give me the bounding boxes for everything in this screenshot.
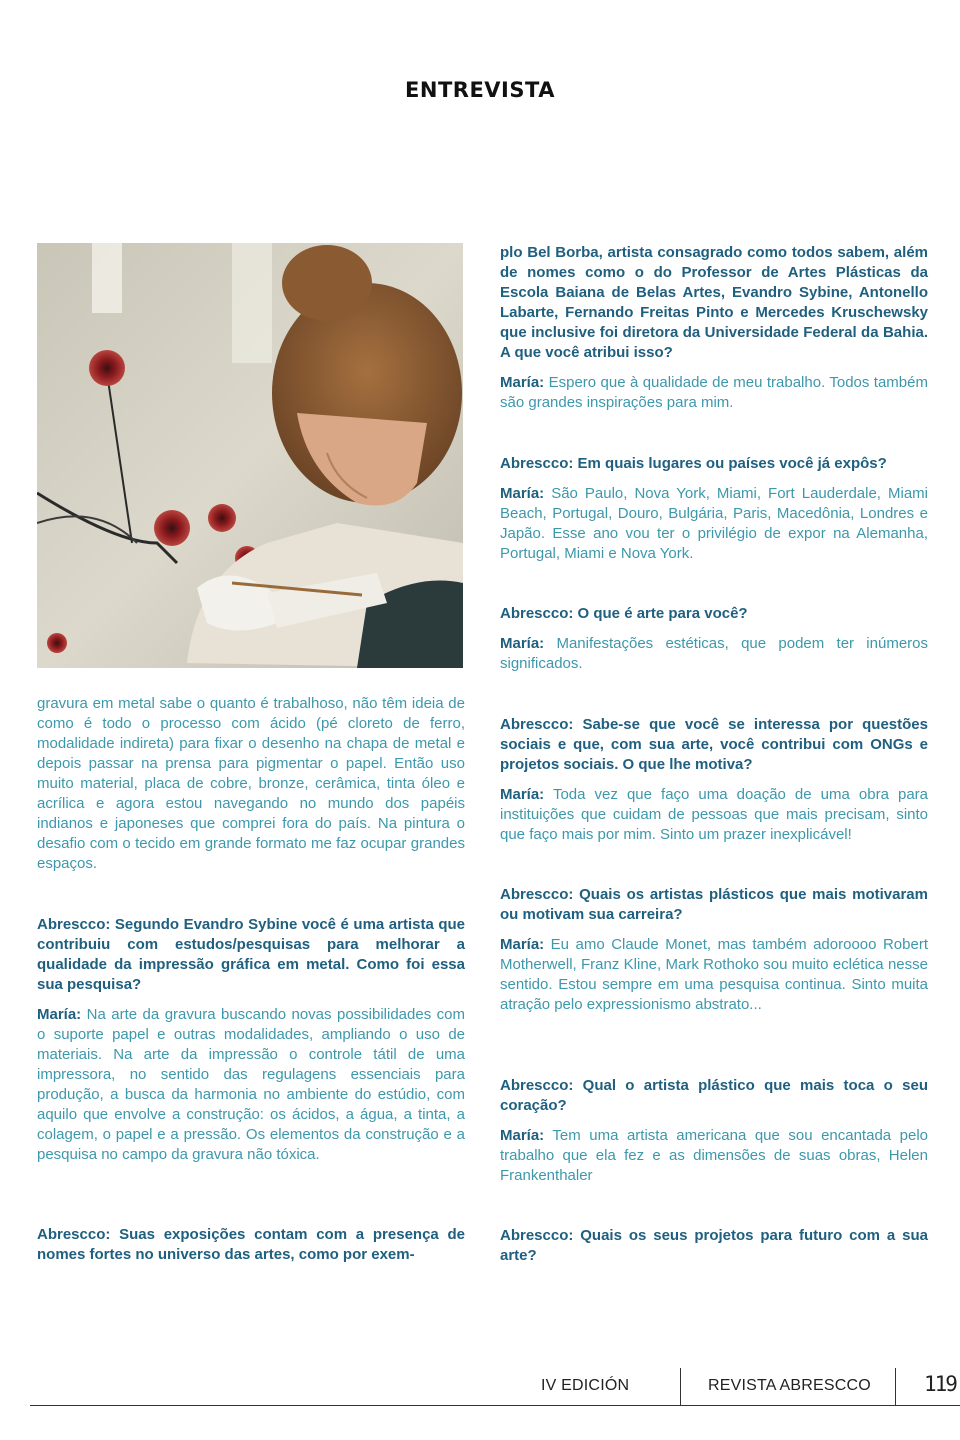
question-6: Abrescco: Quais os artistas plásticos que mais motivaram ou motivam sua carreira? [500,886,928,923]
question-8: Abrescco: Quais os seus projetos para futuro com a sua arte? [500,1227,928,1264]
footer-divider [680,1368,681,1406]
answer-6-text: Eu amo Claude Monet, mas também adoroooo Robert Motherwell, Franz Kline, Mark Rothoko sou muito eclética nesse sentido. Estou sempre em uma pesquisa continua. Sinto muita atração pelo expressionismo abstrato... [500,936,928,1013]
speaker-label: María: [500,485,545,502]
question-3: Abrescco: Em quais lugares ou países você já expôs? [500,455,887,472]
answer-3 [500,484,928,564]
question-7: Abrescco: Qual o artista plástico que mais toca o seu coração? [500,1077,928,1114]
question-2-continued: plo Bel Borba, artista consagrado como todos sabem, além de nomes como o do Professor de Artes Plásticas da Escola Baiana de Belas Artes, Evandro Sybine, Antonello Labarte, Fernando Freitas Pinto e Mercedes Kruschewsky que inclusive foi diretora da Universidade Federal da Bahia. A que você atribui isso? [500,244,928,361]
speaker-label: María: [500,635,545,652]
interview-block-q6 [500,885,928,1015]
interview-block-q2-cont [500,243,928,413]
artist-painting-photo [37,243,463,668]
question-1: Abrescco: Segundo Evandro Sybine você é uma artista que contribuiu com estudos/pesquisas para melhorar a qualidade da impressão gráfica em metal. Como foi essa sua pesquisa? [37,916,465,993]
question-4: Abrescco: O que é arte para você? [500,605,748,622]
intro-paragraph: gravura em metal sabe o quanto é trabalhoso, não têm ideia de como é todo o processo com ácido (pé cloreto de ferro, modalidade indireta) para fixar o desenho na chapa de metal e depois passar na prensa para pigmentar o papel. Então uso muito material, placa de cobre, bronze, cerâmica, tinta óleo e acrílica e agora estou navegando no mundo dos papéis indianos e japoneses que comprei fora do país. Na pintura o desafio com o tecido em grande formato me faz ocupar grandes espaços. [37,695,465,872]
interview-block-q4 [500,604,928,674]
interview-block-q5 [500,715,928,845]
answer-5-text: Toda vez que faço uma doação de uma obra para instituições que cuidam de pessoas que mais precisam, sinto que faço mais por mim. Sinto um prazer inexplicável! [500,786,928,843]
answer-4-text: Manifestações estéticas, que podem ter inúmeros significados. [500,635,928,672]
answer-1-text: Na arte da gravura buscando novas possibilidades com o suporte papel e outras modalidades, ampliando o uso de materiais. Na arte da impressão o controle tátil de uma impressora, no sentido das regulagens essenciais para produção, a busca da harmonia no ambiente do estúdio, com aquilo que envolve a construção: os ácidos, a água, a tinta, a colagem, o papel e a pressão. Os elementos da construção e a pesquisa no campo da gravura não tóxica. [37,1006,465,1163]
section-title: ENTREVISTA [405,78,555,102]
answer-5 [500,785,928,845]
page-number: 119 [924,1372,956,1396]
answer-7-text: Tem uma artista americana que sou encantada pelo trabalho que ela fez e as dimensões de suas obras, Helen Frankenthaler [500,1127,928,1184]
interview-block-q2 [37,1225,465,1265]
interview-block-q8 [500,1226,928,1266]
answer-6 [500,935,928,1015]
answer-2 [500,373,928,413]
speaker-label: María: [37,1006,82,1023]
answer-7 [500,1126,928,1186]
footer-rule [30,1405,960,1406]
answer-1 [37,1005,465,1165]
answer-2-text: Espero que à qualidade de meu trabalho. Todos também são grandes inspirações para mim. [500,374,928,411]
question-5: Abrescco: Sabe-se que você se interessa por questões sociais e que, com sua arte, você contribui com ONGs e projetos sociais. O que lhe motiva? [500,716,928,773]
speaker-label: María: [500,1127,545,1144]
interview-block-q7 [500,1076,928,1186]
interview-block-q1 [37,915,465,1165]
footer-divider [895,1368,896,1406]
speaker-label: María: [500,936,545,953]
question-2: Abrescco: Suas exposições contam com a presença de nomes fortes no universo das artes, como por exem- [37,1226,465,1263]
speaker-label: María: [500,374,545,391]
left-column [37,694,465,874]
footer-edition: IV EDICIÓN [541,1377,630,1394]
answer-4 [500,634,928,674]
footer-magazine: REVISTA ABRESCCO [708,1377,871,1394]
speaker-label: María: [500,786,545,803]
interview-block-q3 [500,454,928,564]
answer-3-text: São Paulo, Nova York, Miami, Fort Lauderdale, Miami Beach, Portugal, Douro, Bulgária, Paris, Macedônia, Londres e Japão. Esse ano vou ter o privilégio de expor na Alemanha, Portugal, Miami e Nova York. [500,485,928,562]
